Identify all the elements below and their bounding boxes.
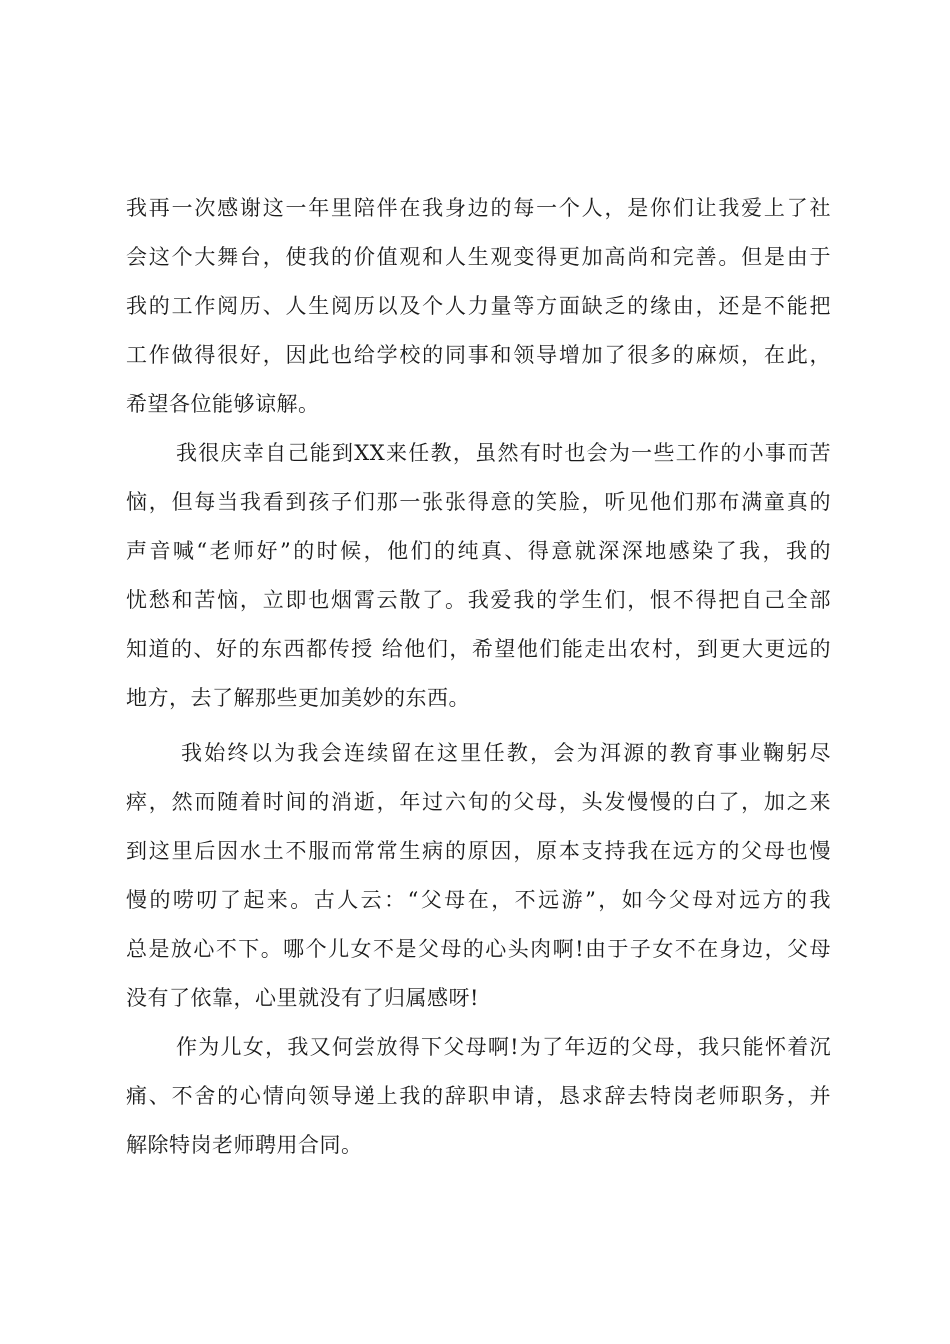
- paragraph-4-line-2: 痛、不舍的心情向领导递上我的辞职申请，恳求辞去特岗老师职务，并: [126, 1084, 831, 1108]
- paragraph-4-line-3: 解除特岗老师聘用合同。: [126, 1133, 363, 1157]
- paragraph-1-line-4: 工作做得很好，因此也给学校的同事和领导增加了很多的麻烦，在此，: [126, 343, 831, 367]
- paragraph-1-line-1: 我再一次感谢这一年里陪伴在我身边的每一个人，是你们让我爱上了社: [126, 196, 831, 220]
- paragraph-3-line-1: 我始终以为我会连续留在这里任教，会为洱源的教育事业鞠躬尽: [181, 741, 831, 765]
- paragraph-2-line-2: 恼，但每当我看到孩子们那一张张得意的笑脸，听见他们那布满童真的: [126, 490, 831, 514]
- paragraph-2-line-4: 忧愁和苦恼，立即也烟霄云散了。我爱我的学生们，恨不得把自己全部: [126, 588, 831, 612]
- paragraph-1-line-2: 会这个大舞台，使我的价值观和人生观变得更加高尚和完善。但是由于: [126, 245, 831, 269]
- paragraph-4-line-1: 作为儿女，我又何尝放得下父母啊!为了年迈的父母，我只能怀着沉: [176, 1035, 831, 1059]
- paragraph-2-line-5: 知道的、好的东西都传授 给他们，希望他们能走出农村，到更大更远的: [126, 637, 831, 661]
- paragraph-3-line-3: 到这里后因水土不服而常常生病的原因，原本支持我在远方的父母也慢: [126, 839, 831, 863]
- paragraph-3-line-4: 慢的唠叨了起来。古人云：“父母在，不远游”，如今父母对远方的我: [126, 888, 831, 912]
- paragraph-1-line-3: 我的工作阅历、人生阅历以及个人力量等方面缺乏的缘由，还是不能把: [126, 294, 831, 318]
- paragraph-2-line-3: 声音喊“老师好”的时候，他们的纯真、得意就深深地感染了我，我的: [126, 539, 831, 563]
- paragraph-2-line-6: 地方，去了解那些更加美妙的东西。: [126, 686, 470, 710]
- paragraph-2-line-1: 我很庆幸自己能到XX来任教，虽然有时也会为一些工作的小事而苦: [176, 441, 831, 465]
- paragraph-3-line-5: 总是放心不下。哪个儿女不是父母的心头肉啊!由于子女不在身边，父母: [126, 937, 831, 961]
- paragraph-1-line-5: 希望各位能够谅解。: [126, 392, 320, 416]
- paragraph-3-line-6: 没有了依靠，心里就没有了归属感呀!: [126, 986, 479, 1010]
- paragraph-3-line-2: 瘁，然而随着时间的消逝，年过六旬的父母，头发慢慢的白了，加之来: [126, 790, 831, 814]
